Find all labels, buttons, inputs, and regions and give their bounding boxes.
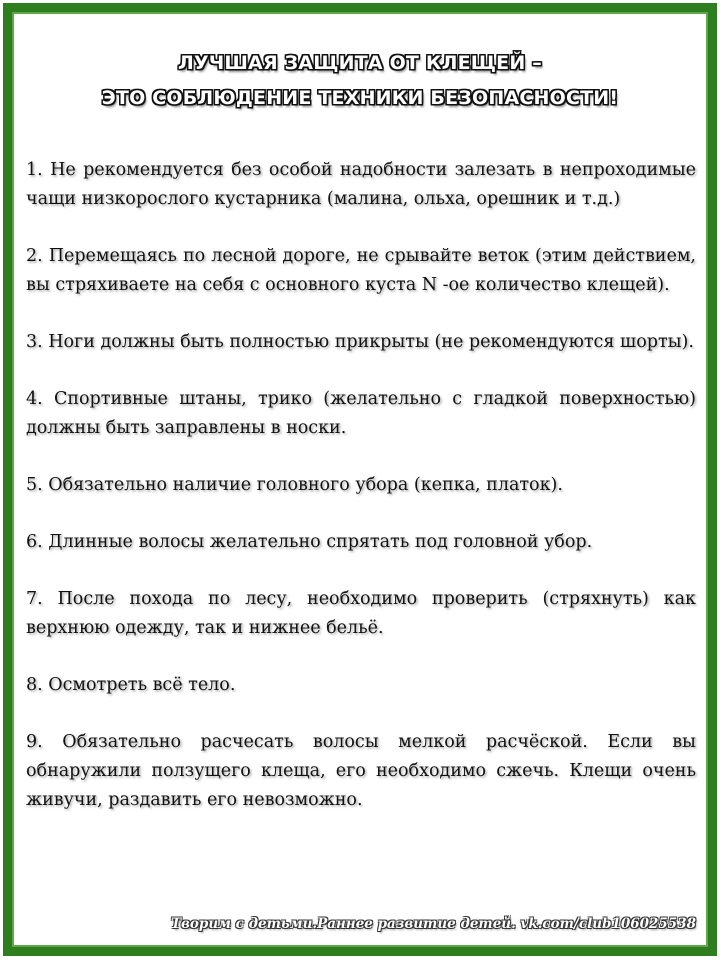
rule-item-6: 6. Длинные волосы желательно спрятать под головной убор. bbox=[26, 532, 593, 552]
rule-item-8: 8. Осмотреть всё тело. bbox=[26, 675, 236, 695]
footer-credit: Творим с детьми.Раннее развитие детей. vk.com/club106025538 bbox=[170, 916, 696, 932]
page-frame bbox=[3, 3, 717, 956]
rule-item-5: 5. Обязательно наличие головного убора (кепка, платок). bbox=[26, 475, 563, 495]
rule-item-3: 3. Ноги должны быть полностью прикрыты (не рекомендуются шорты). bbox=[26, 332, 694, 352]
title-line-2: ЭТО СОБЛЮДЕНИЕ ТЕХНИКИ БЕЗОПАСНОСТИ! bbox=[101, 87, 619, 109]
rule-item-1: 1. Не рекомендуется без особой надобности залезать в непроходимые чащи низкорослого кустарника (малина, ольха, орешник и т.д.) bbox=[26, 160, 696, 209]
rule-item-7: 7. После похода по лесу, необходимо проверить (стряхнуть) как верхнюю одежду, так и нижнее бельё. bbox=[26, 589, 696, 638]
rule-item-2: 2. Перемещаясь по лесной дороге, не срывайте веток (этим действием, вы стряхиваете на себя с основного куста N -ое количество клещей). bbox=[26, 246, 696, 295]
page-title bbox=[12, 46, 708, 116]
rule-item-9: 9. Обязательно расчесать волосы мелкой расчёской. Если вы обнаружили ползущего клеща, его необходимо сжечь. Клещи очень живучи, раздавить его невозможно. bbox=[26, 732, 696, 810]
rules-list bbox=[26, 156, 696, 843]
title-line-1: ЛУЧШАЯ ЗАЩИТА ОТ КЛЕЩЕЙ – bbox=[178, 52, 542, 74]
rule-item-4: 4. Спортивные штаны, трико (желательно с гладкой поверхностью) должны быть заправлены в носки. bbox=[26, 389, 696, 438]
